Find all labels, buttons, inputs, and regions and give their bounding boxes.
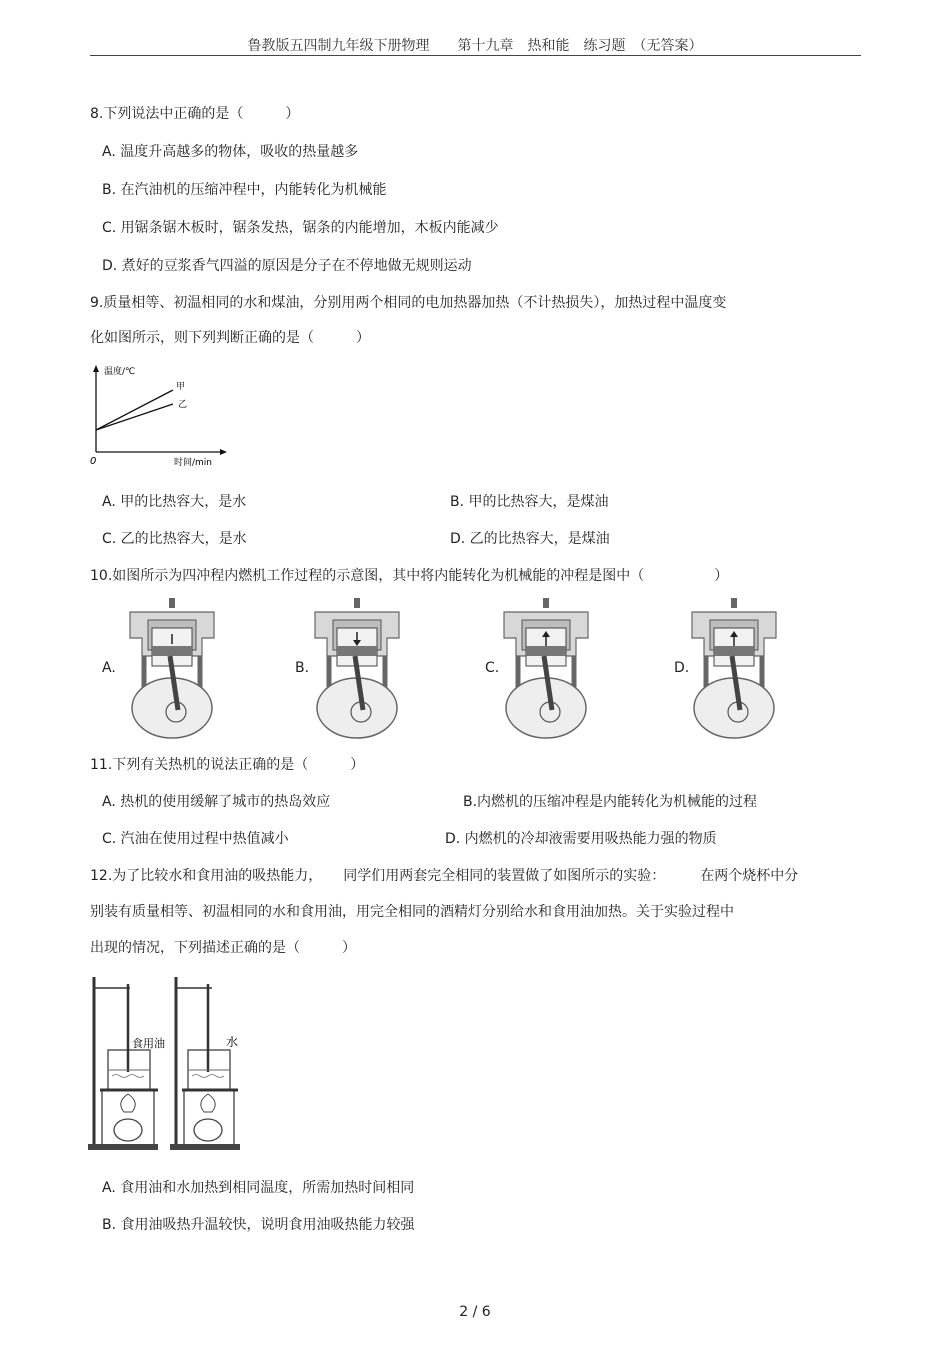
question-9-stem-line2: 化如图所示，则下列判断正确的是（ ） — [90, 330, 370, 346]
q12-option-a: A. 食用油和水加热到相同温度，所需加热时间相同 — [102, 1180, 415, 1196]
engine-diagram-b — [307, 598, 407, 740]
graph-xlabel: 时间/min — [174, 458, 213, 468]
heating-experiment-figure — [88, 972, 248, 1154]
q9-option-a: A. 甲的比热容大，是水 — [102, 494, 247, 510]
graph-x-arrow — [220, 449, 227, 455]
question-12-stem-line1: 12.为了比较水和食用油的吸热能力， 同学们用两套完全相同的装置做了如图所示的实验： 在两个烧杯中分 — [90, 868, 799, 884]
graph-label-yi: 乙 — [178, 400, 188, 410]
q10-option-a-label: A. — [102, 660, 116, 676]
q8-option-d: D. 煮好的豆浆香气四溢的原因是分子在不停地做无规则运动 — [102, 258, 472, 274]
q10-option-c-label: C. — [485, 660, 500, 676]
graph-label-jia: 甲 — [176, 382, 186, 392]
question-12-stem-line2: 别装有质量相等、初温相同的水和食用油，用完全相同的酒精灯分别给水和食用油加热。关于实验过程中 — [90, 904, 734, 920]
q10-option-d-label: D. — [674, 660, 690, 676]
line-yi — [96, 404, 173, 430]
engine-diagram-d — [684, 598, 784, 740]
engine-diagram-c — [496, 598, 596, 740]
graph-ylabel: 温度/℃ — [104, 367, 136, 377]
graph-y-arrow — [93, 365, 99, 372]
engine-diagram-a — [122, 598, 222, 740]
q8-option-b: B. 在汽油机的压缩冲程中，内能转化为机械能 — [102, 182, 387, 198]
question-10-stem: 10.如图所示为四冲程内燃机工作过程的示意图，其中将内能转化为机械能的冲程是图中（ ） — [90, 568, 729, 584]
question-8-stem: 8.下列说法中正确的是（ ） — [90, 106, 300, 122]
q9-option-d: D. 乙的比热容大，是煤油 — [450, 531, 610, 547]
label-cooking-oil: 食用油 — [132, 1037, 165, 1050]
q12-option-b: B. 食用油吸热升温较快，说明食用油吸热能力较强 — [102, 1217, 415, 1233]
question-11-stem: 11.下列有关热机的说法正确的是（ ） — [90, 757, 365, 773]
q11-option-a: A. 热机的使用缓解了城市的热岛效应 — [102, 794, 331, 810]
q9-option-b: B. 甲的比热容大，是煤油 — [450, 494, 609, 510]
header-divider — [90, 55, 861, 56]
q9-option-c: C. 乙的比热容大，是水 — [102, 531, 247, 547]
q8-option-a: A. 温度升高越多的物体，吸收的热量越多 — [102, 144, 359, 160]
line-jia — [96, 390, 173, 430]
question-12-stem-line3: 出现的情况，下列描述正确的是（ ） — [90, 940, 356, 956]
q10-option-b-label: B. — [295, 660, 310, 676]
question-9-stem-line1: 9.质量相等、初温相同的水和煤油，分别用两个相同的电加热器加热（不计热损失），加热过程中温度变 — [90, 295, 727, 311]
page-header: 鲁教版五四制九年级下册物理 第十九章 热和能 练习题 （无答案） — [247, 38, 703, 54]
q8-option-c: C. 用锯条锯木板时，锯条发热，锯条的内能增加，木板内能减少 — [102, 220, 499, 236]
graph-origin: 0 — [90, 456, 97, 467]
q11-option-c: C. 汽油在使用过程中热值减小 — [102, 831, 289, 847]
page-number: 2 / 6 — [459, 1304, 491, 1320]
q11-option-b: B.内燃机的压缩冲程是内能转化为机械能的过程 — [463, 794, 758, 810]
label-water: 水 — [226, 1035, 239, 1049]
temperature-time-graph — [88, 362, 238, 470]
q11-option-d: D. 内燃机的冷却液需要用吸热能力强的物质 — [445, 831, 717, 847]
